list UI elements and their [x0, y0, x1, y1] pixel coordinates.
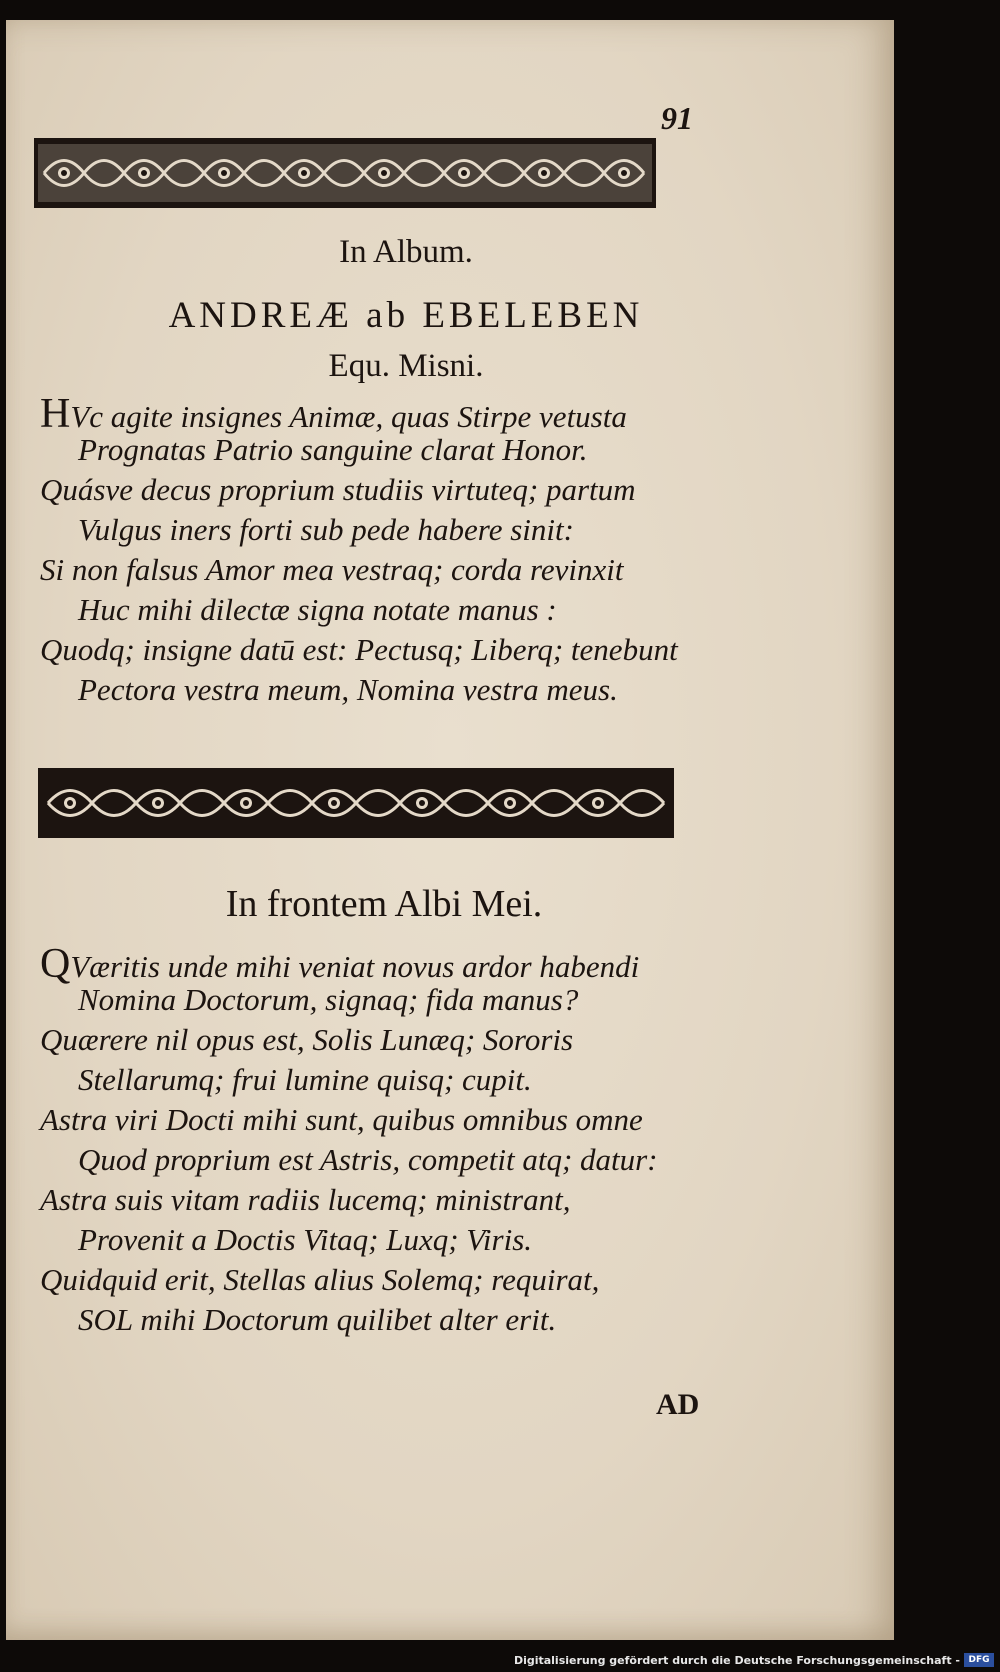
poem-section1	[40, 390, 740, 710]
poem-line-text: SOL mihi Doctorum quilibet alter erit.	[78, 1302, 557, 1337]
poem-line-text: Quásve decus proprium studiis virtuteq; partum	[40, 472, 636, 507]
poem-line-text: Vulgus iners forti sub pede habere sinit:	[78, 512, 574, 547]
footer-credit: Digitalisierung gefördert durch die Deutsche Forschungsgemeinschaft -	[513, 1654, 960, 1667]
poem-line	[40, 1022, 573, 1058]
poem-line	[40, 1182, 570, 1218]
poem-line-text: Væritis unde mihi veniat novus ardor habendi	[70, 949, 640, 984]
poem-line	[78, 592, 557, 628]
poem-line	[40, 390, 627, 438]
section1-title-line2: ANDREÆ ab EBELEBEN	[168, 295, 644, 336]
section1-title-line3: Equ. Misni.	[328, 348, 484, 384]
poem-line-text: Astra suis vitam radiis lucemq; ministrant,	[40, 1182, 571, 1217]
poem-line	[40, 1262, 599, 1298]
poem-line-text: Quod proprium est Astris, competit atq; datur:	[78, 1142, 658, 1177]
section2-title: In frontem Albi Mei.	[225, 883, 543, 925]
ornament-band-middle	[38, 768, 674, 838]
poem-line-text: Quodq; insigne datū est: Pectusq; Liberq; tenebunt	[40, 632, 678, 667]
poem-line-text: Quidquid erit, Stellas alius Solemq; requirat,	[40, 1262, 600, 1297]
poem-line	[78, 1062, 532, 1098]
catchword: AD	[656, 1388, 700, 1421]
page-number: 91	[661, 100, 693, 136]
poem-line-text: Si non falsus Amor mea vestraq; corda revinxit	[40, 552, 624, 587]
poem-line-text: Prognatas Patrio sanguine clarat Honor.	[78, 432, 588, 467]
poem-line	[78, 1222, 532, 1258]
poem-line-text: Quærere nil opus est, Solis Lunæq; Sororis	[40, 1022, 574, 1057]
poem-line	[78, 982, 578, 1018]
poem-line-text: Vc agite insignes Animæ, quas Stirpe vetusta	[70, 399, 627, 434]
ornament-band-top	[34, 138, 656, 208]
poem-line	[40, 1102, 643, 1138]
dropcap: H	[40, 391, 71, 437]
poem-line-text: Huc mihi dilectæ signa notate manus :	[78, 592, 557, 627]
poem-line	[40, 552, 623, 588]
dfg-logo: DFG	[964, 1653, 994, 1667]
section1-title-line1: In Album.	[339, 234, 473, 270]
book-page	[6, 20, 894, 1640]
poem-line-text: Nomina Doctorum, signaq; fida manus?	[78, 982, 579, 1017]
poem-line	[78, 1142, 658, 1178]
poem-line	[78, 432, 588, 468]
poem-line	[40, 472, 636, 508]
poem-line-text: Provenit a Doctis Vitaq; Luxq; Viris.	[78, 1222, 533, 1257]
poem-line	[78, 672, 618, 708]
poem-line-text: Astra viri Docti mihi sunt, quibus omnibus omne	[40, 1102, 643, 1137]
poem-line	[78, 1302, 556, 1338]
dropcap: Q	[40, 941, 71, 987]
poem-line	[40, 632, 678, 668]
poem-section2	[40, 940, 740, 1350]
poem-line	[40, 940, 639, 988]
poem-line-text: Stellarumq; frui lumine quisq; cupit.	[78, 1062, 532, 1097]
poem-line	[78, 512, 574, 548]
poem-line-text: Pectora vestra meum, Nomina vestra meus.	[78, 672, 618, 707]
